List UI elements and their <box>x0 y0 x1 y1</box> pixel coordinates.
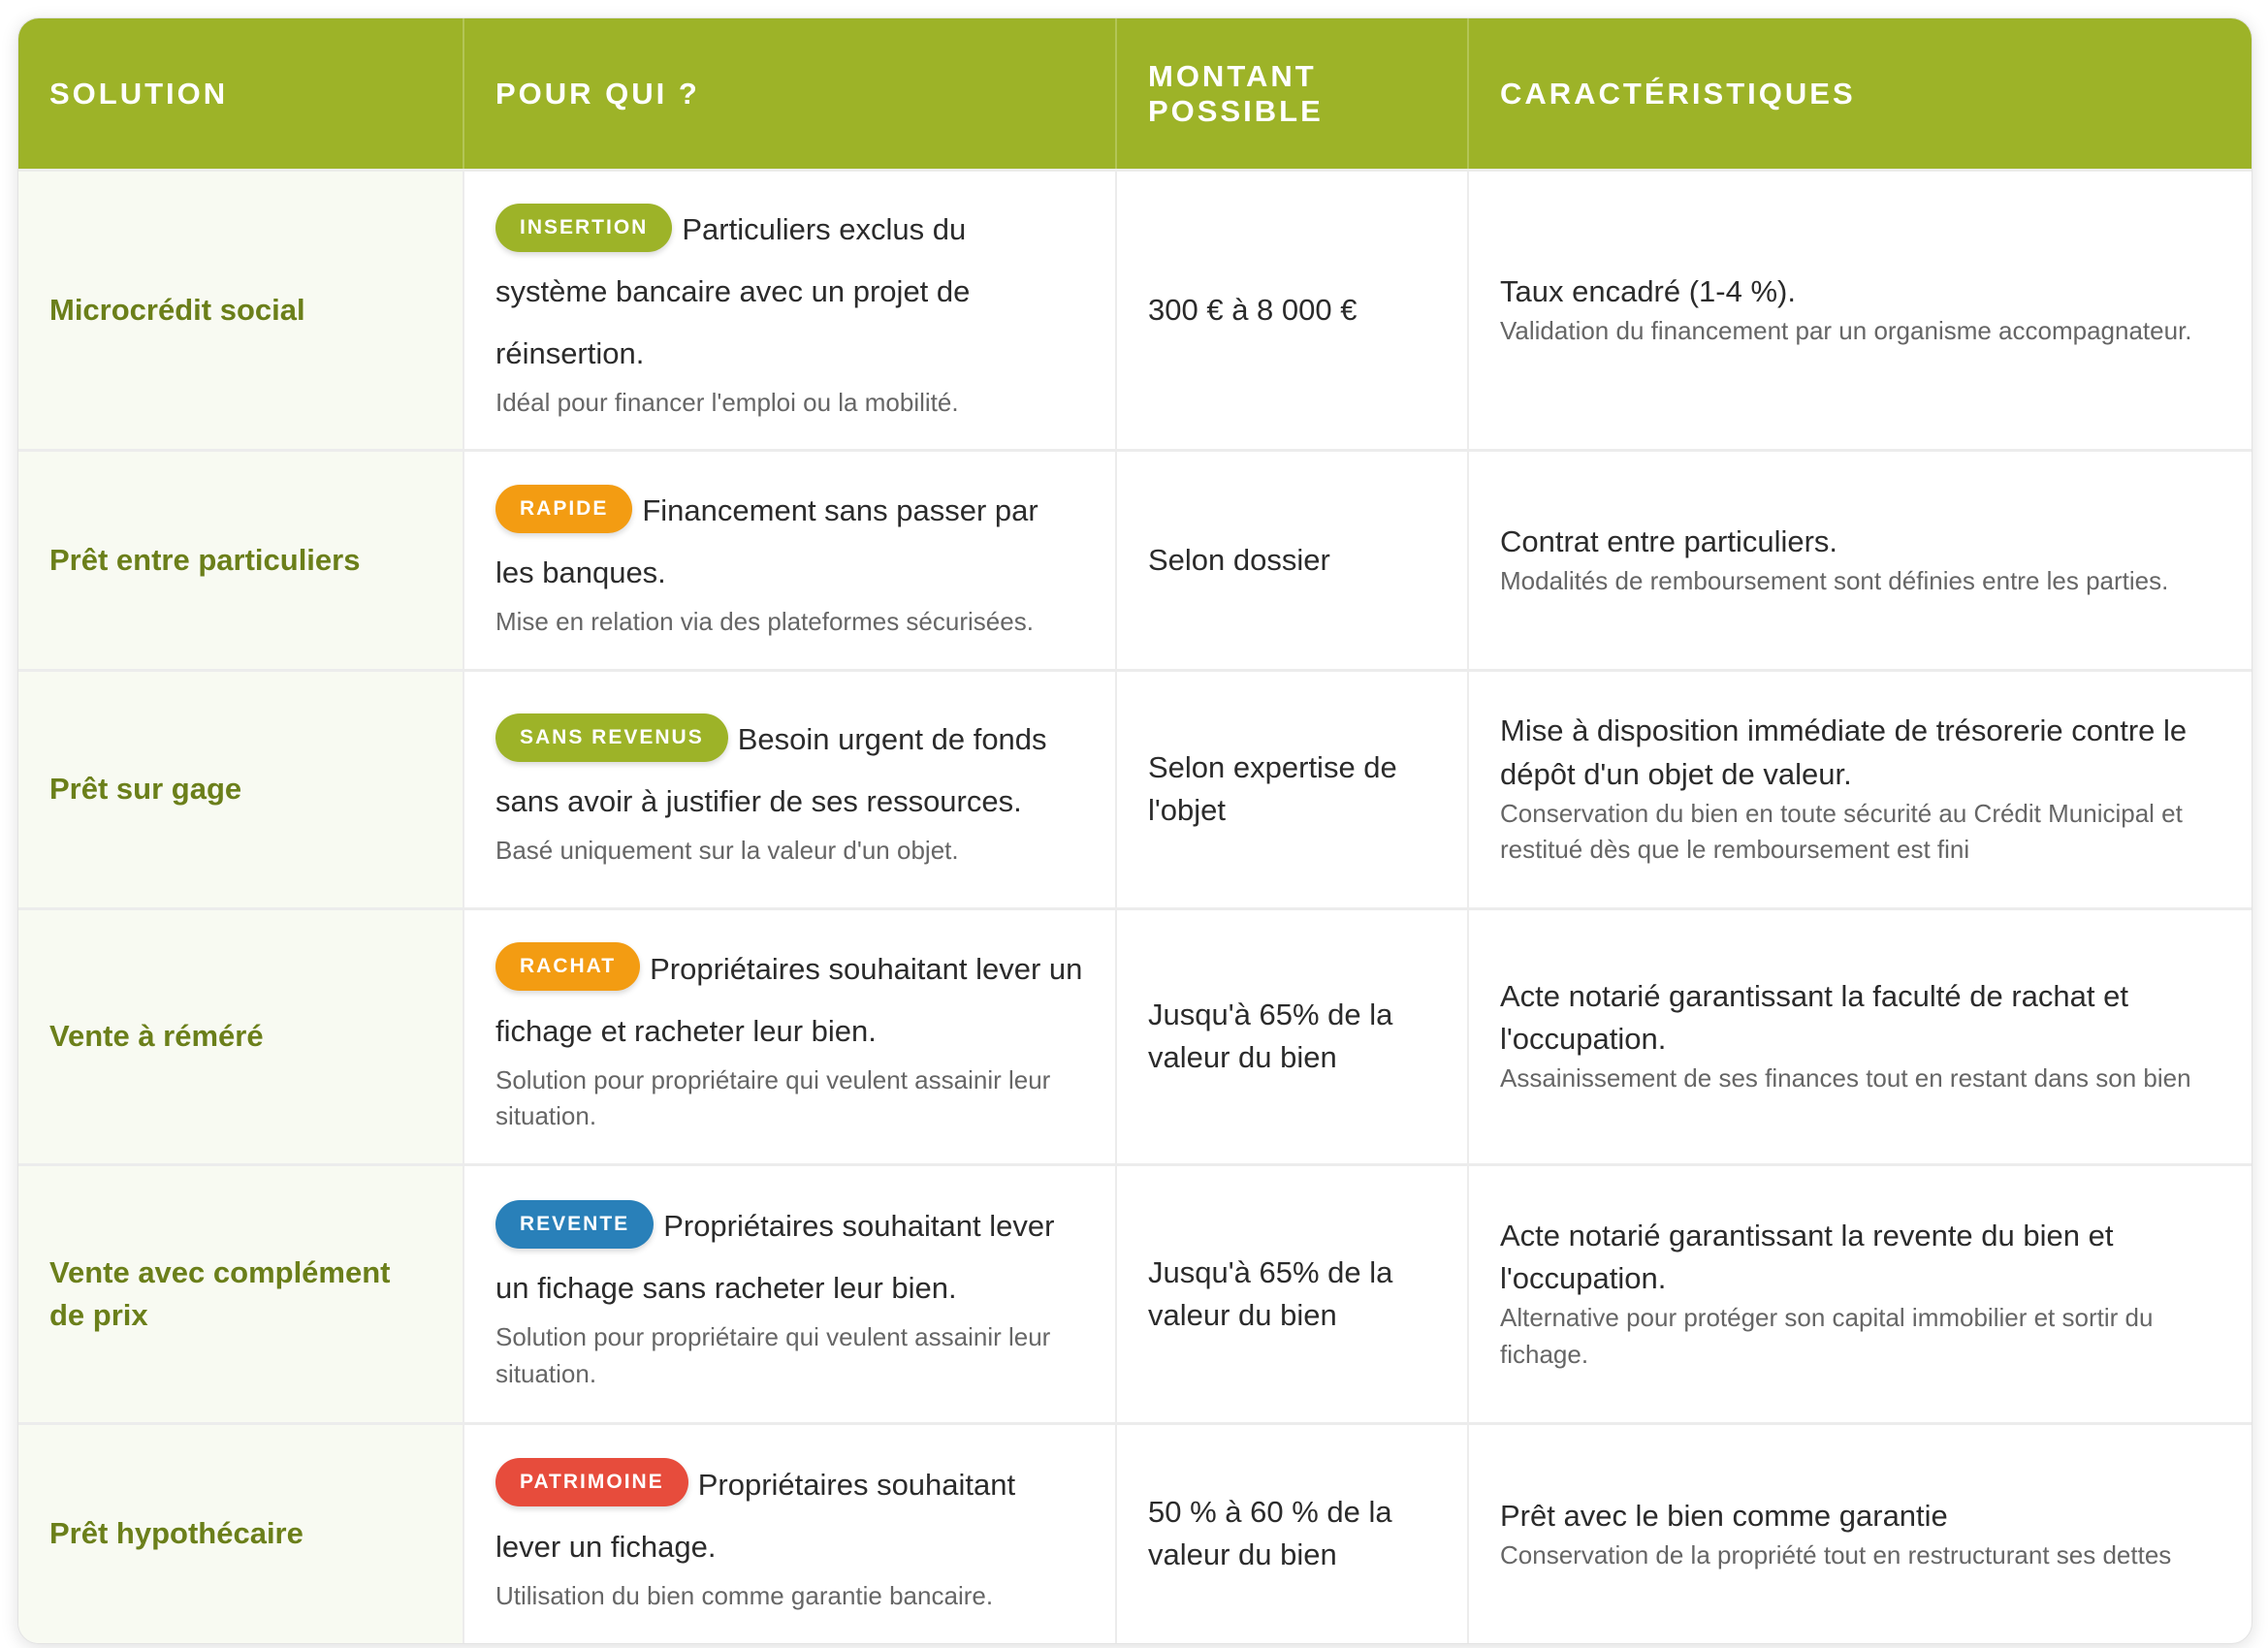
header-montant: MONTANT POSSIBLE <box>1116 18 1468 171</box>
caracteristiques-text: Mise à disposition immédiate de trésorerie contre le dépôt d'un objet de valeur. <box>1500 713 2188 791</box>
table-row <box>18 670 2252 908</box>
montant-cell: Selon expertise de l'objet <box>1116 670 1468 908</box>
caracteristiques-cell <box>1468 1164 2252 1423</box>
caracteristiques-note: Conservation de la propriété tout en restructurant ses dettes <box>1500 1539 2172 1569</box>
header-solution: SOLUTION <box>18 18 463 171</box>
caracteristiques-note: Modalités de remboursement sont définies entre les parties. <box>1500 565 2169 595</box>
solution-name: Vente à réméré <box>18 908 463 1164</box>
pour-qui-cell <box>463 1423 1116 1643</box>
caracteristiques-cell <box>1468 171 2252 451</box>
solution-name: Microcrédit social <box>18 171 463 451</box>
caracteristiques-note: Validation du financement par un organisme accompagnateur. <box>1500 316 2192 345</box>
pour-qui-note: Solution pour propriétaire qui veulent assainir leur situation. <box>495 1322 1051 1388</box>
montant-cell: Jusqu'à 65% de la valeur du bien <box>1116 1164 1468 1423</box>
table-row <box>18 908 2252 1164</box>
pour-qui-cell <box>463 450 1116 670</box>
caracteristiques-text: Contrat entre particuliers. <box>1500 523 1838 558</box>
solution-name: Prêt sur gage <box>18 670 463 908</box>
pour-qui-note: Idéal pour financer l'emploi ou la mobilité. <box>495 388 959 417</box>
pour-qui-note: Utilisation du bien comme garantie bancaire. <box>495 1580 994 1610</box>
pour-qui-cell <box>463 908 1116 1164</box>
pour-qui-text: Propriétaires souhaitant lever un fichage. <box>495 1467 1016 1564</box>
header-caracteristiques: CARACTÉRISTIQUES <box>1468 18 2252 171</box>
category-badge: PATRIMOINE <box>495 1458 688 1506</box>
solutions-table <box>18 18 2252 1643</box>
pour-qui-text: Financement sans passer par les banques. <box>495 492 1038 589</box>
montant-cell: Jusqu'à 65% de la valeur du bien <box>1116 908 1468 1164</box>
category-badge: RACHAT <box>495 942 640 991</box>
table-row <box>18 450 2252 670</box>
caracteristiques-text: Acte notarié garantissant la faculté de rachat et l'occupation. <box>1500 979 2128 1057</box>
table-row <box>18 171 2252 451</box>
category-badge: REVENTE <box>495 1200 654 1249</box>
pour-qui-cell <box>463 171 1116 451</box>
solution-name: Prêt entre particuliers <box>18 450 463 670</box>
caracteristiques-note: Alternative pour protéger son capital immobilier et sortir du fichage. <box>1500 1303 2154 1369</box>
category-badge: INSERTION <box>495 204 672 252</box>
header-pour-qui: POUR QUI ? <box>463 18 1116 171</box>
caracteristiques-cell <box>1468 908 2252 1164</box>
pour-qui-text: Propriétaires souhaitant lever un fichage sans racheter leur bien. <box>495 1209 1055 1305</box>
caracteristiques-note: Assainissement de ses finances tout en restant dans son bien <box>1500 1063 2191 1093</box>
pour-qui-text: Particuliers exclus du système bancaire avec un projet de réinsertion. <box>495 212 971 370</box>
pour-qui-note: Basé uniquement sur la valeur d'un objet. <box>495 836 959 866</box>
pour-qui-text: Propriétaires souhaitant lever un fichage et racheter leur bien. <box>495 951 1083 1048</box>
pour-qui-text: Besoin urgent de fonds sans avoir à justifier de ses ressources. <box>495 722 1047 819</box>
pour-qui-note: Mise en relation via des plateformes sécurisées. <box>495 606 1034 636</box>
caracteristiques-cell <box>1468 450 2252 670</box>
table-row <box>18 1164 2252 1423</box>
montant-cell: 50 % à 60 % de la valeur du bien <box>1116 1423 1468 1643</box>
pour-qui-cell <box>463 670 1116 908</box>
solution-name: Prêt hypothécaire <box>18 1423 463 1643</box>
montant-cell: 300 € à 8 000 € <box>1116 171 1468 451</box>
comparison-table-card <box>17 17 2252 1644</box>
caracteristiques-cell <box>1468 1423 2252 1643</box>
category-badge: RAPIDE <box>495 485 632 533</box>
table-row <box>18 1423 2252 1643</box>
pour-qui-note: Solution pour propriétaire qui veulent assainir leur situation. <box>495 1064 1051 1131</box>
caracteristiques-text: Taux encadré (1-4 %). <box>1500 273 1796 308</box>
caracteristiques-text: Prêt avec le bien comme garantie <box>1500 1498 1948 1533</box>
caracteristiques-cell <box>1468 670 2252 908</box>
solution-name: Vente avec complément de prix <box>18 1164 463 1423</box>
category-badge: SANS REVENUS <box>495 713 728 762</box>
montant-cell: Selon dossier <box>1116 450 1468 670</box>
table-header-row <box>18 18 2252 171</box>
pour-qui-cell <box>463 1164 1116 1423</box>
caracteristiques-text: Acte notarié garantissant la revente du bien et l'occupation. <box>1500 1218 2114 1295</box>
caracteristiques-note: Conservation du bien en toute sécurité au Crédit Municipal et restitué dès que le remboursement est fini <box>1500 798 2183 865</box>
